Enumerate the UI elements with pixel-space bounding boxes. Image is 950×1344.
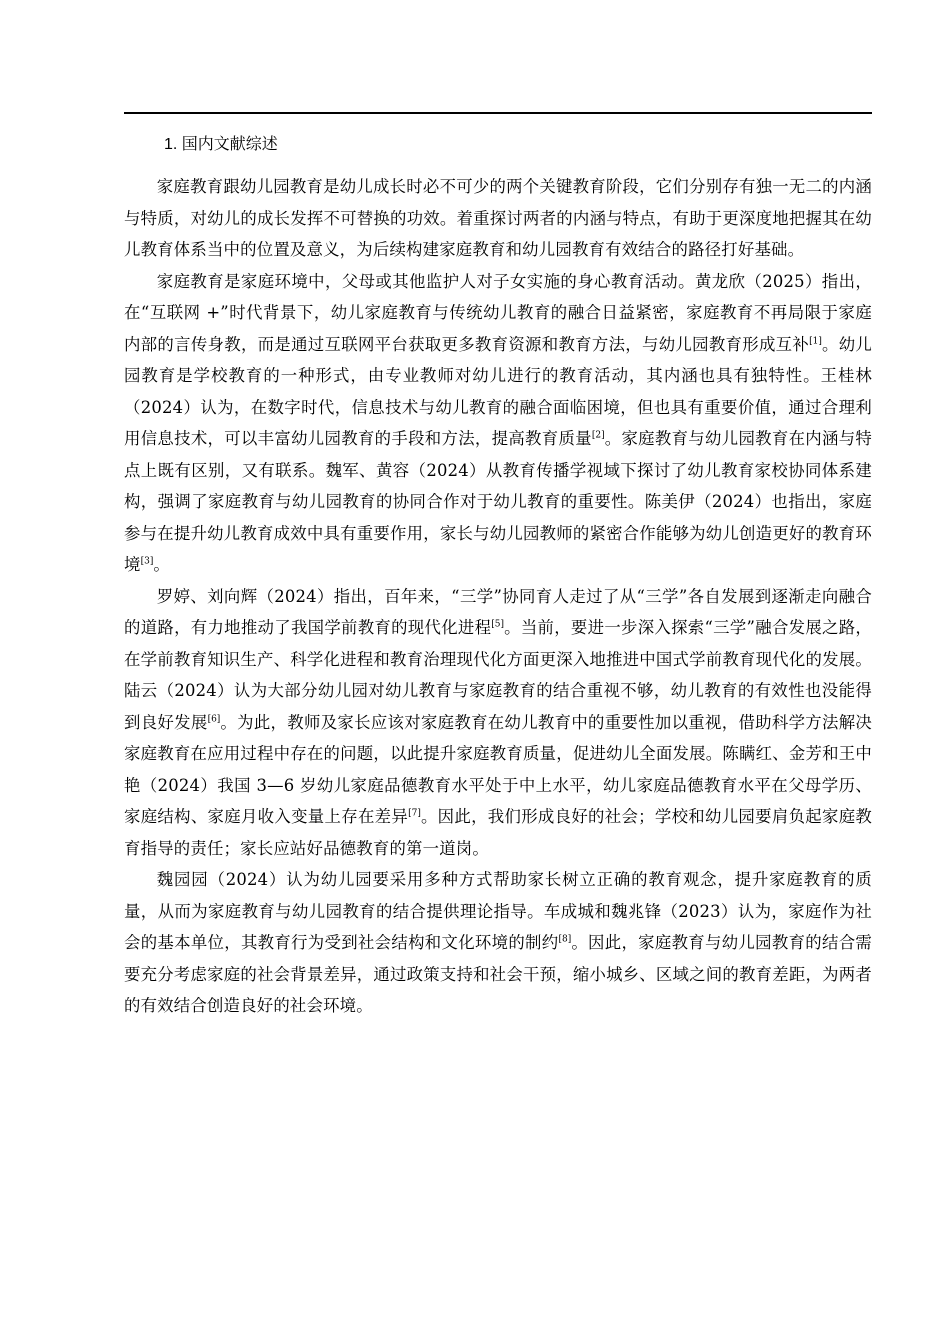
- paragraph-text: 。幼儿园教育是学校教育的一种形式，由专业教师对幼儿进行的教育活动，其内涵也具有独特性。王桂林（2024）认为，在数字时代，信息技术与幼儿教育的融合面临困境，但也具有重要价值，通过合理利用信息技术，可以丰富幼儿园教育的手段和方法，提高教育质量: [124, 334, 872, 448]
- paragraph-text: 家庭教育是家庭环境中，父母或其他监护人对子女实施的身心教育活动。黄龙欣（2025）指出，在“互联网 +”时代背景下，幼儿家庭教育与传统幼儿教育的融合日益紧密，家庭教育不再局限于家庭内部的言传身教，而是通过互联网平台获取更多教育资源和教育方法，与幼儿园教育形成互补: [124, 271, 872, 354]
- paragraph-text: 魏园园（2024）认为幼儿园要采用多种方式帮助家长树立正确的教育观念，提升家庭教育的质量，从而为家庭教育与幼儿园教育的结合提供理论指导。车成城和魏兆锋（2023）认为，家庭作为社会的基本单位，其教育行为受到社会结构和文化环境的制约: [124, 870, 872, 952]
- citation-ref: [6]: [207, 714, 221, 725]
- section-heading: 1. 国内文献综述: [164, 136, 278, 153]
- body-paragraph: [124, 266, 872, 581]
- paragraph-text: 。当前，要进一步深入探索“三学”融合发展之路，在学前教育知识生产、科学化进程和教育治理现代化方面更深入地推进中国式学前教育现代化的发展。陆云（2024）认为大部分幼儿园对幼儿教育与家庭教育的结合重视不够，幼儿教育的有效性也没能得到良好发展: [124, 618, 873, 732]
- paragraph-text: 。因此，家庭教育与幼儿园教育的结合需要充分考虑家庭的社会背景差异，通过政策支持和社会干预，缩小城乡、区域之间的教育差距，为两者的有效结合创造良好的社会环境。: [124, 933, 872, 1015]
- citation-ref: [7]: [408, 808, 421, 819]
- body-paragraph: [124, 864, 872, 1022]
- citation-ref: [2]: [591, 430, 605, 441]
- citation-ref: [1]: [809, 336, 822, 347]
- citation-ref: [5]: [491, 619, 505, 630]
- paragraph-text: 。为此，教师及家长应该对家庭教育在幼儿教育中的重要性加以重视，借助科学方法解决家庭教育在应用过程中存在的问题，以此提升家庭教育质量，促进幼儿全面发展。陈瞒红、金芳和王中艳（2024）我国 3—6 岁幼儿家庭品德教育水平处于中上水平，幼儿家庭品德教育水平在父母学历、家庭结构、家庭月收入变量上存在差异: [124, 712, 872, 826]
- paragraph-text: 家庭教育跟幼儿园教育是幼儿成长时必不可少的两个关键教育阶段，它们分别存有独一无二的内涵与特质，对幼儿的成长发挥不可替换的功效。着重探讨两者的内涵与特点，有助于更深度地把握其在幼儿教育体系当中的位置及意义，为后续构建家庭教育和幼儿园教育有效结合的路径打好基础。: [124, 177, 872, 259]
- paragraph-text: 。因此，我们形成良好的社会；学校和幼儿园要肩负起家庭教育指导的责任；家长应站好品德教育的第一道岗。: [124, 807, 872, 858]
- citation-ref: [8]: [558, 934, 572, 945]
- body-paragraph: [124, 581, 872, 865]
- document-body: [124, 171, 872, 1022]
- body-paragraph: [124, 171, 872, 266]
- paragraph-text: 。: [153, 555, 170, 574]
- paragraph-text: 罗婷、刘向辉（2024）指出，百年来，“三学”协同育人走过了从“三学”各自发展到逐渐走向融合的道路，有力地推动了我国学前教育的现代化进程: [124, 586, 872, 637]
- header-rule: [124, 112, 872, 114]
- citation-ref: [3]: [140, 556, 154, 567]
- paragraph-text: 。家庭教育与幼儿园教育在内涵与特点上既有区别，又有联系。魏军、黄容（2024）从教育传播学视域下探讨了幼儿教育家校协同体系建构，强调了家庭教育与幼儿园教育的协同合作对于幼儿教育的重要性。陈美伊（2024）也指出，家庭参与在提升幼儿教育成效中具有重要作用，家长与幼儿园教师的紧密合作能够为幼儿创造更好的教育环境: [124, 429, 872, 574]
